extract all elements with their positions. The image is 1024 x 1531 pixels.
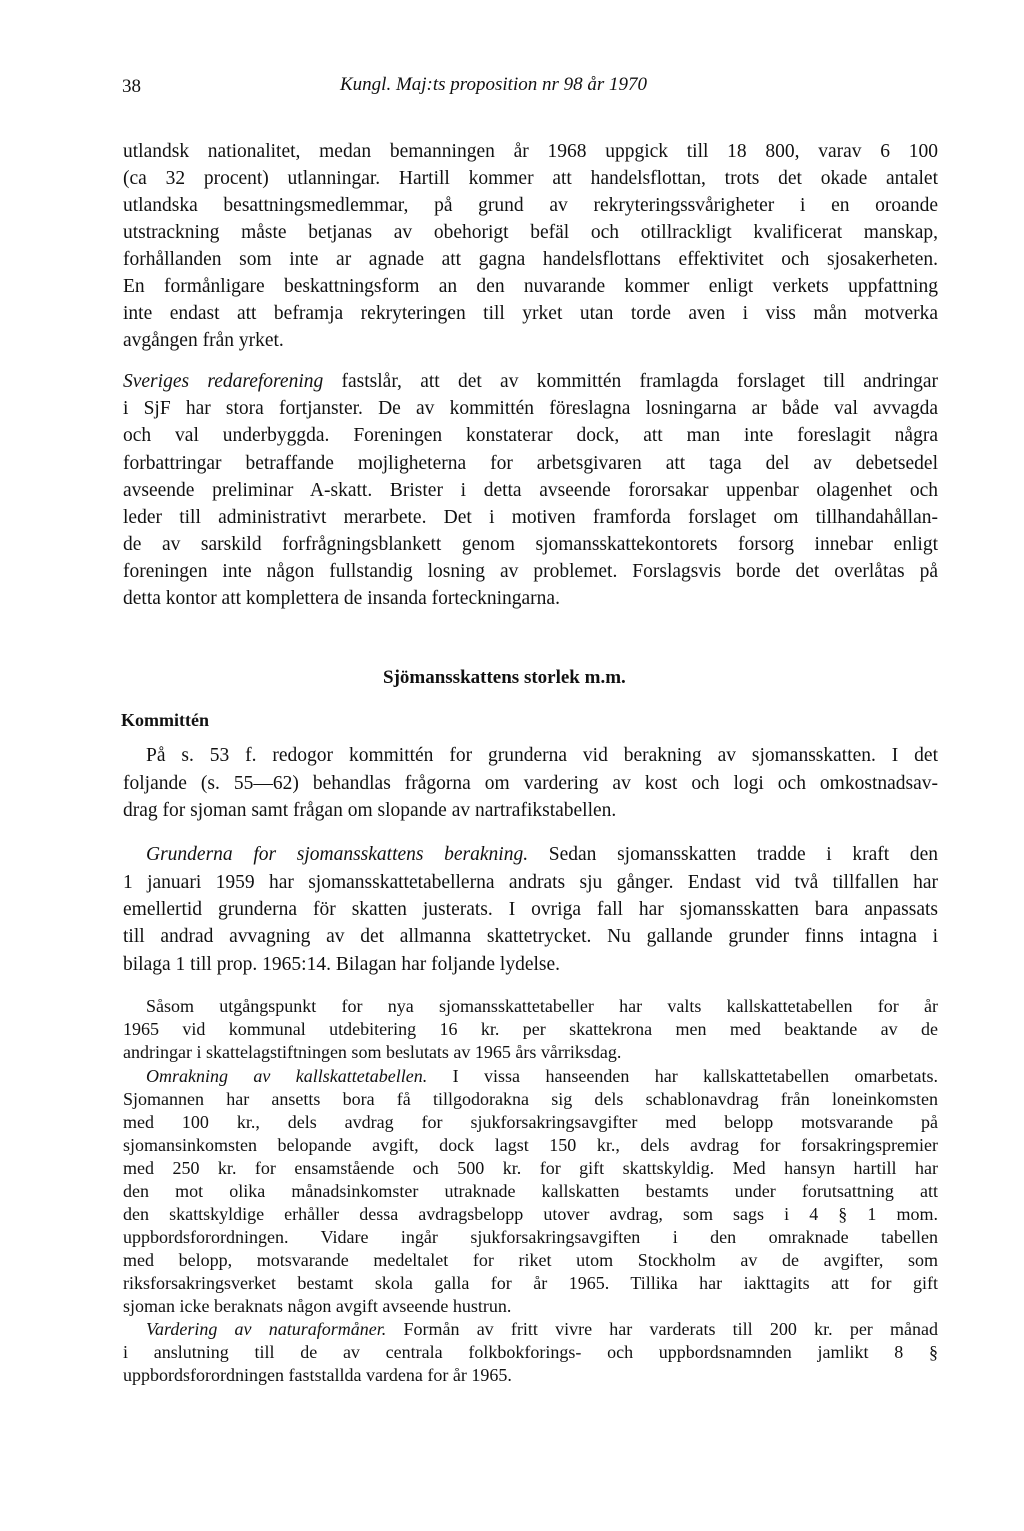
text-line: utlandska besattningsmedlemmar, på grund av rekryteringssvårigheter i en oroande	[123, 195, 938, 216]
run-in-heading: Vardering av naturaformåner.	[146, 1319, 387, 1339]
text-line: foljande (s. 55—62) behandlas frågorna om vardering av kost och logi och omkostnadsav-	[123, 773, 938, 794]
text-line: de av sarskild forfrågningsblankett genom sjomansskattekontorets forsorg innebar enligt	[123, 534, 938, 555]
text-line: sjoman icke beraknats någon avgift avseende hustrun.	[123, 1296, 512, 1316]
line-text: I vissa hanseenden har kallskattetabellen omarbetats.	[427, 1066, 938, 1086]
line-text: Sedan sjomansskatten tradde i kraft den	[528, 844, 938, 865]
text-line: drag for sjoman samt frågan om slopande av nartrafikstabellen.	[123, 800, 617, 821]
text-line: 1965 vid kommunal utdebitering 16 kr. per skattekrona men med beaktande av de	[123, 1019, 938, 1039]
text-line	[146, 1067, 938, 1085]
section-heading: Sjömansskattens storlek m.m.	[383, 667, 626, 688]
run-in-heading: Omrakning av kallskattetabellen.	[146, 1066, 428, 1086]
text-line: forhållanden som inte ar agnade att gagna handelsflottans effektivitet och sjosakerheten.	[123, 249, 938, 270]
page-number: 38	[122, 76, 141, 97]
run-in-heading: Grunderna for sjomansskattens berakning.	[146, 844, 529, 865]
text-line: andringar i skattelagstiftningen som beslutats av 1965 års vårriksdag.	[123, 1042, 622, 1062]
run-in-heading: Sveriges redareforening	[123, 371, 324, 392]
text-line	[146, 845, 938, 865]
text-line: Såsom utgångspunkt for nya sjomansskattetabeller har valts kallskattetabellen for år	[146, 996, 938, 1016]
text-line: i anslutning till de av centrala folkbokforings- och uppbordsnamnden jamlikt 8 §	[123, 1342, 938, 1362]
margin-heading: Kommittén	[121, 710, 209, 730]
running-title: Kungl. Maj:ts proposition nr 98 år 1970	[340, 74, 648, 95]
text-line: forbattringar betraffande mojligheterna for arbetsgivaren att taga del av debetsedel	[123, 453, 938, 474]
line-text: fastslår, att det av kommittén framlagda forslaget till andringar	[323, 371, 938, 392]
text-line: emellertid grunderna för skatten justerats. I ovriga fall har sjomansskatten bara anpassats	[123, 899, 938, 920]
text-line: inte endast att beframja rekryteringen till yrket utan torde aven i viss mån motverka	[123, 303, 938, 324]
text-line: leder till administrativt merarbete. Det i motiven framforda forslaget om tillhandahållan-	[123, 507, 938, 528]
text-line	[146, 1320, 938, 1338]
text-line: sjomansinkomsten belopande avgift, dock lagst 150 kr., dels avdrag for forsakringspremier	[123, 1135, 938, 1155]
text-line: riksforsakringsverket bestamt skola galla for år 1965. Tillika har iakttagits att for gift	[123, 1273, 938, 1293]
text-line: den skattskyldige erhåller dessa avdragsbelopp utover avdrag, som sags i 4 § 1 mom.	[123, 1204, 938, 1224]
text-line: 1 januari 1959 har sjomansskattetabellerna andrats sju gånger. Endast vid två tillfallen har	[123, 872, 938, 893]
text-line: På s. 53 f. redogor kommittén for grunderna vid berakning av sjomansskatten. I det	[146, 745, 938, 766]
text-line: utstrackning måste betjanas av obehorigt befäl och otillrackligt kvalificerat manskap,	[123, 222, 938, 243]
text-line: och val underbyggda. Foreningen konstaterar dock, att man inte foreslagit några	[123, 425, 938, 446]
text-line: Sjomannen har ansetts bora få tillgodorakna sig dels schablonavdrag från loneinkomsten	[123, 1089, 938, 1109]
text-line: med 250 kr. for ensamstående och 500 kr. for gift skattskyldig. Med hansyn hartill har	[123, 1158, 938, 1178]
text-line: med 100 kr., dels avdrag for sjukforsakringsavgifter med belopp motsvarande på	[123, 1112, 938, 1132]
text-line: till andrad avvagning av det allmanna skattetrycket. Nu gallande grunder finns intagna i	[123, 926, 938, 947]
text-line: foreningen inte någon fullstandig losning av problemet. Forslagsvis borde det overlåtas på	[123, 561, 938, 582]
text-line: uppbordsforordningen. Vidare ingår sjukforsakringsavgiften i den omraknade tabellen	[123, 1227, 938, 1247]
text-line: den mot olika månadsinkomster utraknade kallskatten bestamts under forutsattning att	[123, 1181, 938, 1201]
line-text: Formån av fritt vivre har varderats till 200 kr. per månad	[386, 1319, 938, 1339]
text-line: uppbordsforordningen faststallda vardena for år 1965.	[123, 1365, 512, 1385]
text-line: avseende preliminar A-skatt. Brister i detta avseende fororsakar uppenbar olagenhet och	[123, 480, 938, 501]
text-line: i SjF har stora fortjanster. De av kommittén föreslagna losningarna ar både val avvagda	[123, 398, 938, 419]
text-line	[123, 372, 938, 392]
text-line: (ca 32 procent) utlanningar. Hartill kommer att handelsflottan, trots det okade antalet	[123, 168, 938, 189]
text-line: med belopp, motsvarande medeltalet for riket utom Stockholm av de avgifter, som	[123, 1250, 938, 1270]
text-line: En formånligare beskattningsform an den nuvarande kommer enligt verkets uppfattning	[123, 276, 938, 297]
text-line: bilaga 1 till prop. 1965:14. Bilagan har foljande lydelse.	[123, 954, 561, 975]
text-line: utlandsk nationalitet, medan bemanningen år 1968 uppgick till 18 800, varav 6 100	[123, 141, 938, 162]
text-line: avgången från yrket.	[123, 330, 284, 351]
text-line: detta kontor att komplettera de insanda forteckningarna.	[123, 588, 560, 609]
